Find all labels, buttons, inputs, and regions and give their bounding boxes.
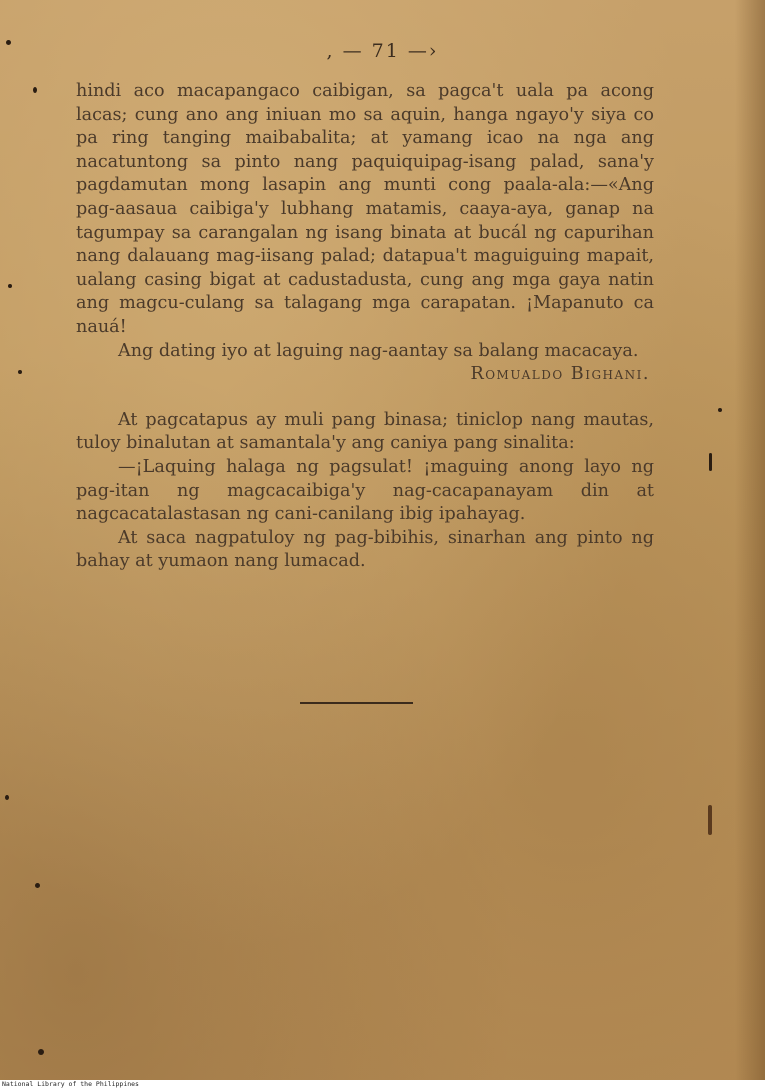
page-edge-shadow [735, 0, 765, 1080]
ink-speck [8, 284, 12, 288]
paragraph-letter: hindi aco macapangaco caibigan, sa pagca't uala pa acong lacas; cung ano ang iniuan mo sa aquin, hanga ngayo'y siya co pa ring tanging maibabalita; at yamang icao na nga ang nacatuntong sa pinto nang paquiquipag-isang palad, sana'y pagdamutan mong lasapin ang munti cong paala-ala:—«Ang pag-aasaua caibiga'y lubhang matamis, caaya-aya, ganap na tagumpay sa carangalan ng isang binata at bucál ng capurihan nang dalauang mag-iisang palad; datapua't maguiguing mapait, ualang casing bigat at cadustadusta, cung ang mga gaya natin ang magcu-culang sa talagang mga carapatan. ¡Mapanuto ca nauá! [76, 81, 654, 337]
ink-speck [18, 370, 22, 374]
ink-speck [35, 883, 40, 888]
ink-speck [708, 805, 712, 835]
signature: Romualdo Bighani. [470, 364, 650, 385]
ink-speck [6, 40, 11, 45]
paragraph-closing: Ang dating iyo at laguing nag-aantay sa balang macacaya. [118, 340, 639, 361]
page-number: , — 71 —› [326, 40, 439, 62]
section-divider [300, 702, 413, 704]
ink-speck [718, 408, 722, 412]
paragraph-dialogue: —¡Laquing halaga ng pagsulat! ¡maguing anong layo ng pag-itan ng magcacaibiga'y nag-cacapanayam din at nagcacatalastasan ng cani-canilang ibig ipahayag. [76, 456, 654, 525]
paragraph-narration-1: At pagcatapus ay muli pang binasa; tiniclop nang mautas, tuloy binalutan at samantala'y ang caniya pang sinalita: [76, 409, 654, 454]
body-text [76, 80, 654, 574]
ink-speck [33, 87, 37, 93]
ink-speck [5, 795, 9, 800]
ink-speck [709, 453, 712, 471]
footer-credit: National Library of the Philippines [0, 1080, 765, 1088]
ink-speck [38, 1049, 44, 1055]
paragraph-narration-2: At saca nagpatuloy ng pag-bibihis, sinarhan ang pinto ng bahay at yumaon nang lumacad. [76, 527, 654, 572]
